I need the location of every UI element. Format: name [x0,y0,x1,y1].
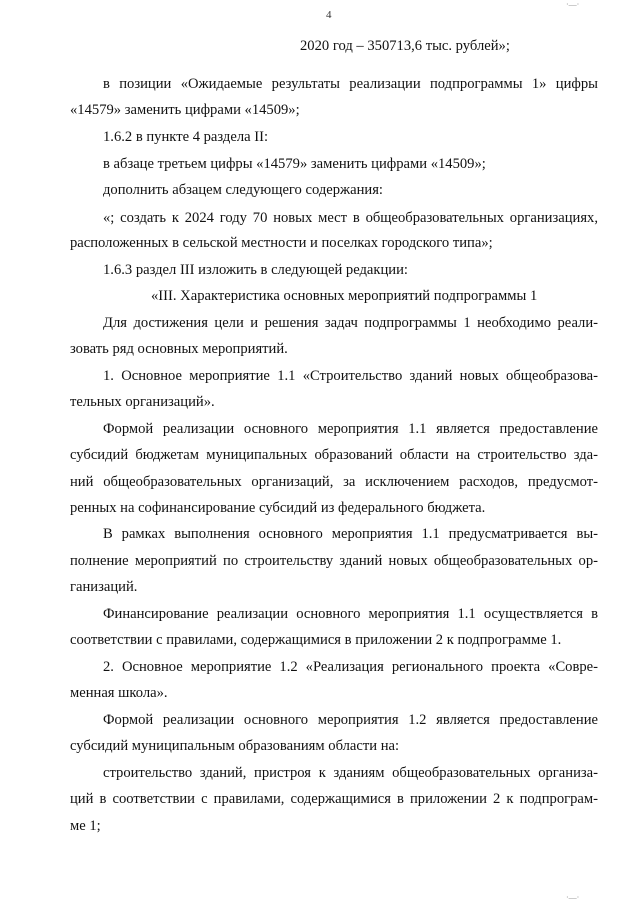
text-line: ний общеобразовательных организаций, за исключением расходов, предусмот- [70,474,598,490]
scan-artifact-mark: ·—· [566,893,580,902]
text-line: ганизаций. [70,579,138,595]
text-line: субсидий муниципальным образованиям области на: [70,738,400,754]
text-line: зовать ряд основных мероприятий. [70,341,288,357]
text-line: 1.6.2 в пункте 4 раздела II: [103,129,268,145]
scan-artifact-mark: ·—· [566,0,580,9]
text-line: Формой реализации основного мероприятия 1.1 является предоставление [103,421,598,437]
text-line: В рамках выполнения основного мероприятия 1.1 предусматривается вы- [103,526,598,542]
text-line: менная школа». [70,685,168,701]
text-line: Финансирование реализации основного мероприятия 1.1 осуществляется в [103,606,598,622]
text-line: строительство зданий, пристроя к зданиям общеобразовательных организа- [103,765,598,781]
text-line: в позиции «Ожидаемые результаты реализации подпрограммы 1» цифры [103,76,598,92]
text-line: расположенных в сельской местности и поселках городского типа»; [70,235,493,251]
text-line: в абзаце третьем цифры «14579» заменить цифрами «14509»; [103,156,486,172]
text-line: полнение мероприятий по строительству зданий новых общеобразовательных ор- [70,553,598,569]
text-line: 1.6.3 раздел III изложить в следующей редакции: [103,262,408,278]
text-line: 1. Основное мероприятие 1.1 «Строительство зданий новых общеобразова- [103,368,598,384]
text-line: ренных на софинансирование субсидий из федерального бюджета. [70,500,486,516]
text-line: Для достижения цели и решения задач подпрограммы 1 необходимо реали- [103,315,598,331]
text-line: «14579» заменить цифрами «14509»; [70,102,300,118]
text-line: ций в соответствии с правилами, содержащимися в приложении 2 к подпрограм- [70,791,598,807]
text-line: соответствии с правилами, содержащимися в приложении 2 к подпрограмме 1. [70,632,562,648]
text-line: субсидий бюджетам муниципальных образований области на строительство зда- [70,447,598,463]
text-line: ме 1; [70,818,101,834]
text-line: Формой реализации основного мероприятия 1.2 является предоставление [103,712,598,728]
section-heading: «III. Характеристика основных мероприятий подпрограммы 1 [151,288,538,304]
page-number: 4 [326,9,332,21]
text-line: 2. Основное мероприятие 1.2 «Реализация регионального проекта «Совре- [103,659,598,675]
text-line: дополнить абзацем следующего содержания: [103,182,383,198]
text-line: 2020 год – 350713,6 тыс. рублей»; [300,38,510,54]
text-line: «; создать к 2024 году 70 новых мест в общеобразовательных организациях, [103,210,598,226]
text-line: тельных организаций». [70,394,215,410]
